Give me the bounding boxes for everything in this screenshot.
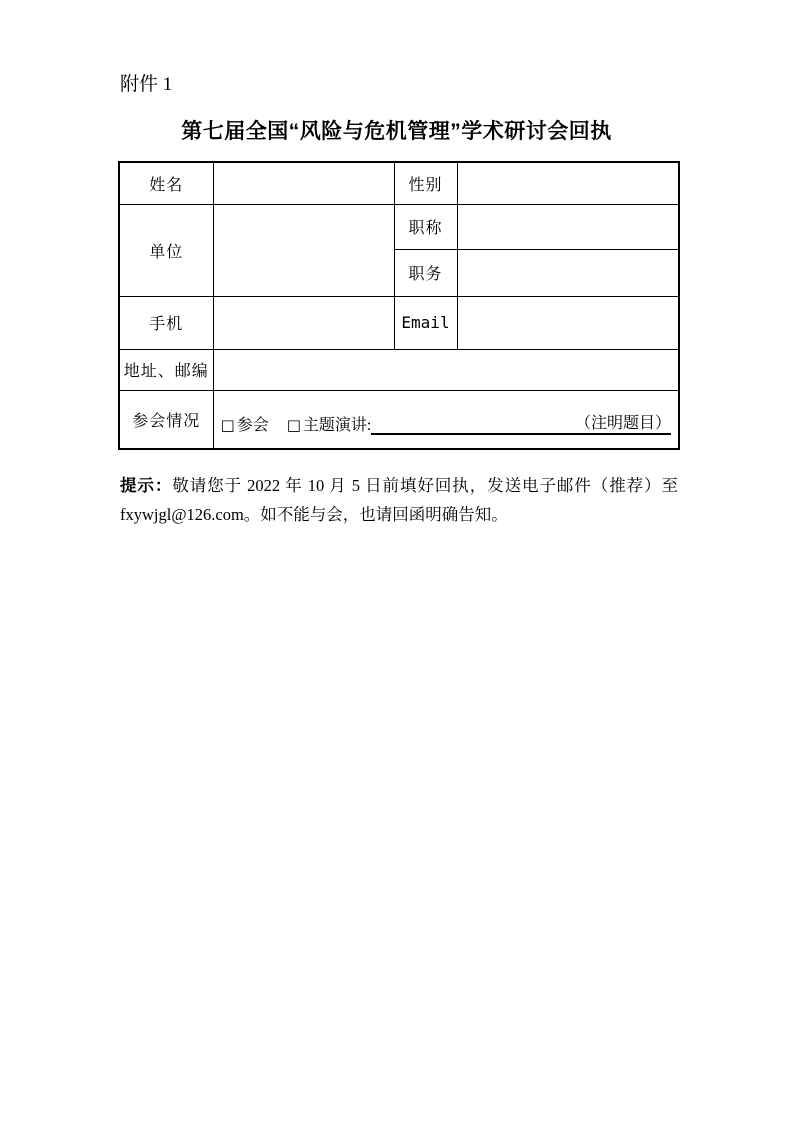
name-label: 姓名 (119, 162, 213, 204)
hint-line-1-text: 敬请您于 2022 年 10 月 5 日前填好回执，发送电子邮件（推荐）至 (172, 476, 678, 495)
checkbox-icon[interactable]: □ (220, 416, 235, 434)
hint-paragraph (120, 471, 678, 529)
attachment-label: 附件 1 (120, 74, 173, 95)
hint-lead: 提示： (120, 476, 173, 495)
gender-label: 性别 (394, 162, 457, 204)
hint-line-2: fxywjgl@126.com。如不能与会，也请回函明确告知。 (120, 505, 508, 524)
checkbox-icon[interactable]: □ (286, 416, 301, 434)
email-label: Email (394, 296, 457, 349)
checkbox-keynote-speech[interactable] (287, 412, 372, 435)
gender-input-cell[interactable] (457, 162, 679, 204)
email-input-cell[interactable] (457, 296, 679, 349)
table-row (119, 204, 679, 249)
name-input-cell[interactable] (213, 162, 394, 204)
checkbox-keynote-speech-label: 主题演讲: (302, 417, 372, 434)
page-title: 第七届全国“风险与危机管理”学术研讨会回执 (181, 120, 612, 143)
speech-topic-blank[interactable] (371, 433, 575, 435)
table-row (119, 162, 679, 204)
note-specify-topic: （注明题目） (575, 410, 671, 435)
position-label: 职务 (394, 249, 457, 296)
table-row (119, 349, 679, 390)
hint-line-1 (120, 471, 678, 500)
address-postcode-label: 地址、邮编 (119, 349, 213, 390)
professional-title-input-cell[interactable] (457, 204, 679, 249)
address-postcode-input-cell[interactable] (213, 349, 679, 390)
participation-options (214, 410, 679, 448)
table-row (119, 390, 679, 449)
mobile-label: 手机 (119, 296, 213, 349)
professional-title-label: 职称 (394, 204, 457, 249)
table-row (119, 296, 679, 349)
position-input-cell[interactable] (457, 249, 679, 296)
checkbox-attend-label: 参会 (236, 417, 269, 434)
mobile-input-cell[interactable] (213, 296, 394, 349)
checkbox-attend[interactable] (221, 412, 269, 435)
organization-input-cell[interactable] (213, 204, 394, 296)
organization-label: 单位 (119, 204, 213, 296)
reply-form-table (118, 161, 680, 450)
participation-options-cell (213, 390, 679, 449)
participation-label: 参会情况 (119, 390, 213, 449)
